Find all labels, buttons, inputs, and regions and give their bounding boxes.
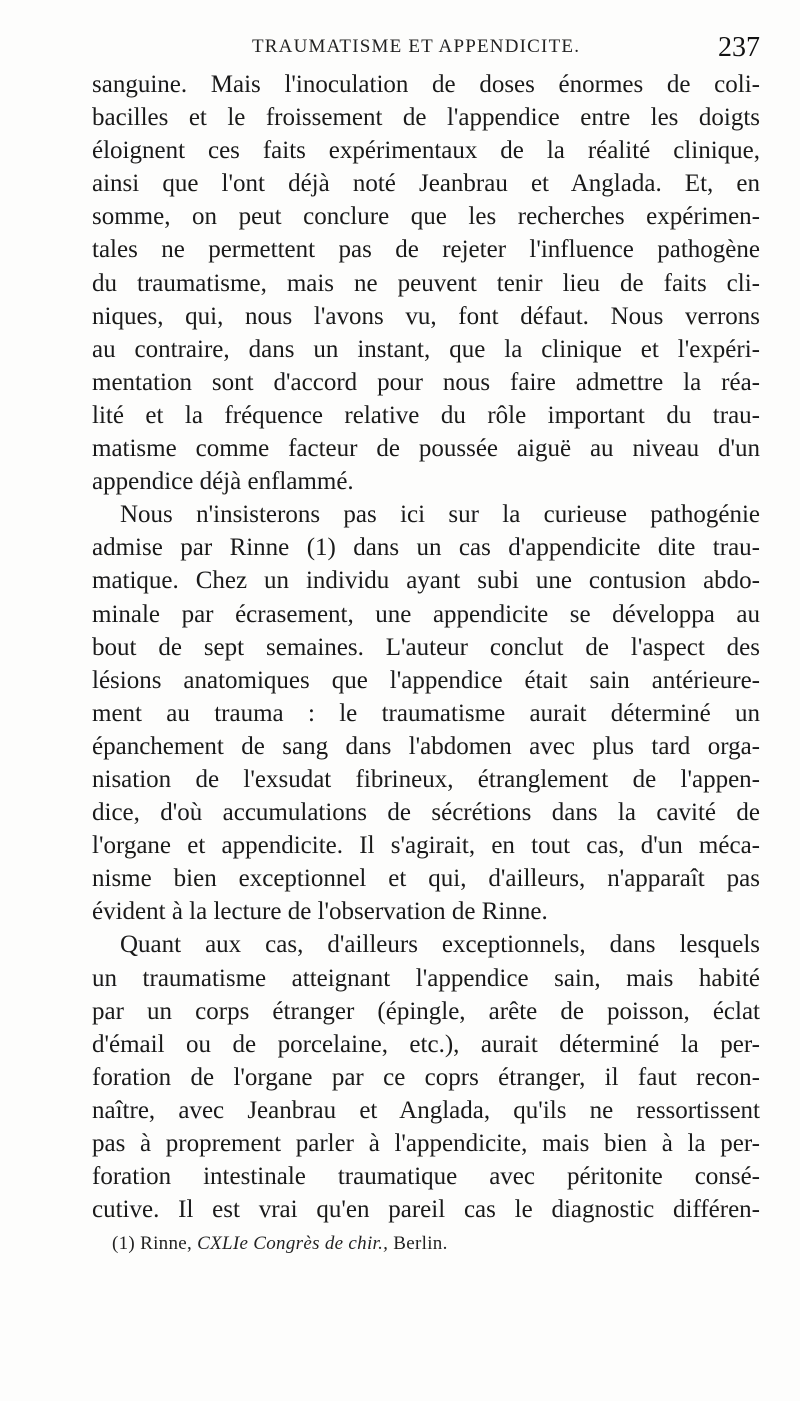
text-line: naître, avec Jeanbrau et Anglada, qu'ils ne ressortissent <box>92 1096 760 1124</box>
text-line: au contraire, dans un instant, que la clinique et l'expéri- <box>92 335 760 363</box>
text-line: matisme comme facteur de poussée aiguë au niveau d'un <box>92 435 760 463</box>
text-line: lésions anatomiques que l'appendice était sain antérieure- <box>92 666 760 694</box>
text-line: matique. Chez un individu ayant subi une contusion abdo- <box>92 567 760 595</box>
text-line: niques, qui, nous l'avons vu, font défaut. Nous verrons <box>92 302 760 330</box>
text-line: foration de l'organe par ce coprs étranger, il faut recon- <box>92 1063 760 1091</box>
text-line: du traumatisme, mais ne peuvent tenir lieu de faits cli- <box>92 269 760 297</box>
text-line: lité et la fréquence relative du rôle important du trau- <box>92 401 760 429</box>
text-line: l'organe et appendicite. Il s'agirait, en tout cas, d'un méca- <box>92 832 760 860</box>
text-line: éloignent ces faits expérimentaux de la réalité clinique, <box>92 137 760 165</box>
text-line: nisme bien exceptionnel et qui, d'ailleurs, n'apparaît pas <box>92 865 760 893</box>
text-line: appendice déjà enflammé. <box>92 468 354 496</box>
text-line: sanguine. Mais l'inoculation de doses énormes de coli- <box>92 71 760 98</box>
paragraph-1 <box>92 68 760 498</box>
text-line: dice, d'où accumulations de sécrétions dans la cavité de <box>92 799 760 827</box>
text-line: somme, on peut conclure que les recherches expérimen- <box>92 203 760 231</box>
text-line: mentation sont d'accord pour nous faire admettre la réa- <box>92 368 760 396</box>
text-line: par un corps étranger (épingle, arête de poisson, éclat <box>92 997 760 1025</box>
text-line: nisation de l'exsudat fibrineux, étranglement de l'appen- <box>92 765 760 793</box>
footnote-place: Berlin. <box>393 1233 448 1254</box>
text-line: Quant aux cas, d'ailleurs exceptionnels, dans lesquels <box>120 931 760 959</box>
paragraph-3 <box>92 928 760 1226</box>
footnote-marker: (1) <box>112 1233 136 1254</box>
page-number: 237 <box>718 32 760 63</box>
text-line: minale par écrasement, une appendicite se développa au <box>92 600 760 628</box>
text-line: bout de sept semaines. L'auteur conclut de l'aspect des <box>92 633 760 661</box>
running-title: TRAUMATISME ET APPENDICITE. <box>252 36 581 57</box>
footnote-author: Rinne, <box>140 1233 193 1254</box>
text-line: foration intestinale traumatique avec péritonite consé- <box>92 1163 760 1191</box>
text-line: cutive. Il est vrai qu'en pareil cas le diagnostic différen- <box>92 1196 760 1224</box>
text-line: tales ne permettent pas de rejeter l'influence pathogène <box>92 236 760 264</box>
text-line: admise par Rinne (1) dans un cas d'appendicite dite trau- <box>92 534 760 562</box>
footnote <box>112 1233 448 1255</box>
body-text <box>92 68 760 1226</box>
text-line: Nous n'insisterons pas ici sur la curieuse pathogénie <box>120 501 760 529</box>
text-line: pas à proprement parler à l'appendicite, mais bien à la per- <box>92 1130 760 1157</box>
text-line: un traumatisme atteignant l'appendice sain, mais habité <box>92 964 760 992</box>
running-head <box>92 32 760 66</box>
text-line: ainsi que l'ont déjà noté Jeanbrau et Anglada. Et, en <box>92 170 760 198</box>
text-line: bacilles et le froissement de l'appendice entre les doigts <box>92 104 760 132</box>
paragraph-2 <box>92 498 760 928</box>
text-line: ment au trauma : le traumatisme aurait déterminé un <box>92 699 760 727</box>
text-line: évident à la lecture de l'observation de Rinne. <box>92 898 548 926</box>
text-line: épanchement de sang dans l'abdomen avec plus tard orga- <box>92 732 760 760</box>
text-line: d'émail ou de porcelaine, etc.), aurait déterminé la per- <box>92 1030 760 1058</box>
footnote-title: CXLIe Congrès de chir., <box>197 1233 389 1254</box>
